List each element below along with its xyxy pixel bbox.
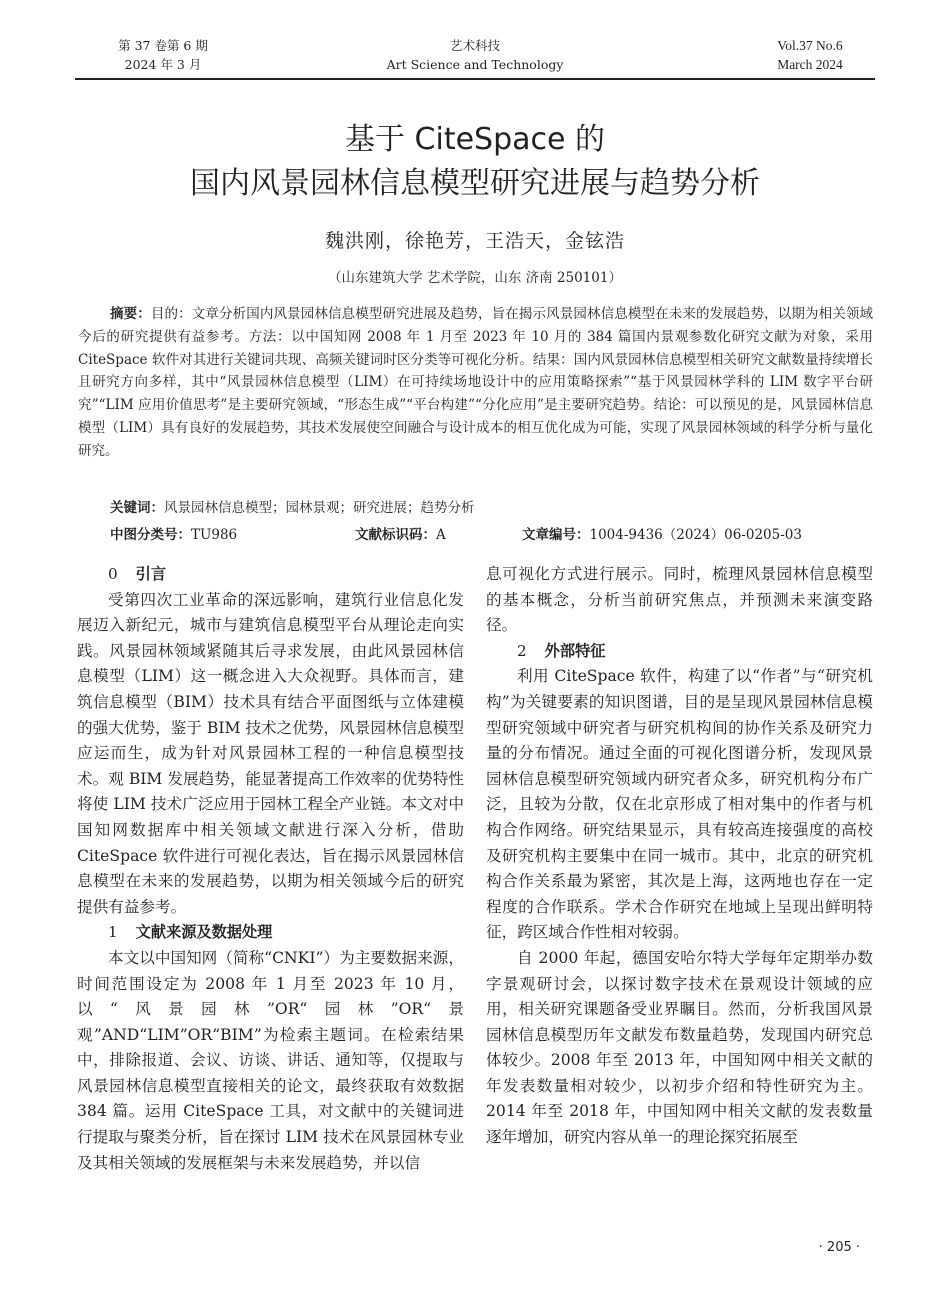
page-number: · 205 · xyxy=(818,1240,860,1255)
paper-title-line2: 国内风景园林信息模型研究进展与趋势分析 xyxy=(190,166,760,201)
document-code xyxy=(355,524,446,546)
section-number: 1 xyxy=(108,923,118,942)
journal-volume-issue xyxy=(108,36,218,74)
section-title: 文献来源及数据处理 xyxy=(135,923,273,942)
body-column-left xyxy=(77,562,464,1176)
paragraph: 本文以中国知网（简称“CNKI”）为主要数据来源，时间范围设定为 2008 年 1 月至 2023 年 10 月，以“风景园林”OR“园林”OR“景观”AND“LIM”OR“BIM”为检索主题词。在检索结果中，排除报道、会议、访谈、讲话、通知等，仅提取与风景园林信息模型直接相关的论文，最终获取有效数据 384 篇。运用 CiteSpace 工具，对文献中的关键词进行提取与聚类分析，旨在探讨 LIM 技术在风景园林专业及其相关领域的发展框架与未来发展趋势，并以信 xyxy=(77,948,464,1172)
keywords-text: 风景园林信息模型；园林景观；研究进展；趋势分析 xyxy=(164,500,475,516)
section-heading-introduction xyxy=(77,562,464,588)
journal-volume-english xyxy=(760,36,860,74)
section-heading-data-source xyxy=(77,920,464,946)
article-number-label: 文章编号： xyxy=(522,527,590,543)
clc-value: TU986 xyxy=(191,527,238,543)
paper-title-line1: 基于 CiteSpace 的 xyxy=(345,122,605,157)
article-number xyxy=(522,524,802,546)
author-list: 魏洪刚，徐艳芳，王浩天，金铉浩 xyxy=(324,230,625,252)
section-title: 外部特征 xyxy=(544,641,606,660)
paragraph: 自 2000 年起，德国安哈尔特大学每年定期举办数字景观研讨会，以探讨数字技术在景观设计领域的应用，相关研究课题备受业界瞩目。然而，分析我国风景园林信息模型历年文献发布数量趋势，发现国内研究总体较少。2008 年至 2013 年，中国知网中相关文献的年发表数量相对较少，以初步介绍和特性研究为主。2014 年至 2018 年，中国知网中相关文献的发表数量逐年增加，研究内容从单一的理论探究拓展至 xyxy=(486,948,873,1147)
month-year-text: March 2024 xyxy=(777,57,843,72)
section-title: 引言 xyxy=(135,565,167,583)
clc-number xyxy=(110,524,237,546)
article-number-value: 1004-9436（2024）06-0205-03 xyxy=(589,527,802,543)
header-rule xyxy=(75,78,875,80)
section-number: 2 xyxy=(517,641,527,660)
section-number: 0 xyxy=(108,565,118,583)
journal-name xyxy=(375,36,575,74)
doc-code-value: A xyxy=(436,527,446,543)
journal-name-chinese: 艺术科技 xyxy=(449,38,500,53)
paragraph-continued: 息可视化方式进行展示。同时，梳理风景园林信息模型的基本概念，分析当前研究焦点，并预测未来演变路径。 xyxy=(486,565,873,635)
doc-code-label: 文献标识码： xyxy=(355,527,436,543)
volume-no-text: Vol.37 No.6 xyxy=(777,38,843,53)
paragraph: 受第四次工业革命的深远影响，建筑行业信息化发展迈入新纪元，城市与建筑信息模型平台从理论走向实践。风景园林领域紧随其后寻求发展，由此风景园林信息模型（LIM）这一概念进入大众视野。具体而言，建筑信息模型（BIM）技术具有结合平面图纸与立体建模的强大优势，鉴于 BIM 技术之优势，风景园林信息模型应运而生，成为针对风景园林工程的一种信息模型技术。观 BIM 发展趋势，能显著提高工作效率的优势特性将使 LIM 技术广泛应用于园林工程全产业链。本文对中国知网数据库中相关领域文献进行深入分析，借助 CiteSpace 软件进行可视化表达，旨在揭示风景园林信息模型在未来的发展趋势，以期为相关领域今后的研究提供有益参考。 xyxy=(77,590,464,916)
journal-name-english: Art Science and Technology xyxy=(386,57,564,72)
keywords-label: 关键词： xyxy=(110,500,164,516)
clc-label: 中图分类号： xyxy=(110,527,191,543)
abstract-label: 摘要： xyxy=(110,306,151,322)
issue-date-text: 2024 年 3 月 xyxy=(124,57,202,72)
section-heading-external-features xyxy=(486,639,873,665)
body-column-right xyxy=(486,562,873,1151)
paragraph: 利用 CiteSpace 软件，构建了以“作者”与“研究机构”为关键要素的知识图谱，目的是呈现风景园林信息模型研究领域中研究者与研究机构间的协作关系及研究力量的分布情况。通过全面的可视化图谱分析，发现风景园林信息模型研究领域内研究者众多，研究机构分布广泛，且较为分散，仅在北京形成了相对集中的作者与机构合作网络。研究结果显示，具有较高连接强度的高校及研究机构主要集中在同一城市。其中，北京的研究机构合作关系最为紧密，其次是上海，这两地也存在一定程度的合作联系。学术合作研究在地域上呈现出鲜明特征，跨区域合作性相对较弱。 xyxy=(486,667,873,942)
abstract-text: 目的：文章分析国内风景园林信息模型研究进展及趋势，旨在揭示风景园林信息模型在未来的发展趋势，以期为相关领域今后的研究提供有益参考。方法：以中国知网 2008 年 1 月至 2023 年 10 月的 384 篇国内景观参数化研究文献为对象，采用 CiteSpace 软件对其进行关键词共现、高频关键词时区分类等可视化分析。结果：国内风景园林信息模型相关研究文献数量持续增长且研究方向多样，其中“风景园林信息模型（LIM）在可持续场地设计中的应用策略探索”“基于风景园林学科的 LIM 数字平台研究”“LIM 应用价值思考”是主要研究领域，“形态生成”“平台构建”“分化应用”是主要研究趋势。结论：可以预见的是，风景园林信息模型（LIM）具有良好的发展趋势，其技术发展使空间融合与设计成本的相互优化成为可能，实现了风景园林领域的科学分析与量化研究。 xyxy=(78,306,874,459)
keywords xyxy=(110,497,870,519)
abstract xyxy=(78,303,873,463)
affiliation: （山东建筑大学 艺术学院，山东 济南 250101） xyxy=(328,270,622,286)
volume-issue-text: 第 37 卷第 6 期 xyxy=(118,38,208,53)
